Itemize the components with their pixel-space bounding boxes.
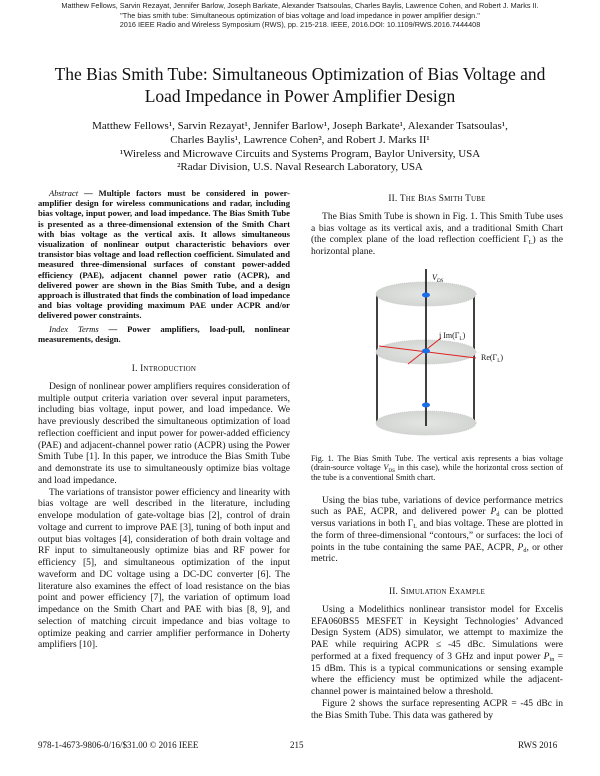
paragraph: The Bias Smith Tube is shown in Fig. 1. This Smith Tube uses a bias voltage as its vertical axis, and a traditional Smith Chart (the complex plane of the load reflection coefficient $\Gamma_L$) as the horizontal plane.	[311, 210, 563, 257]
citation-line: 2016 IEEE Radio and Wireless Symposium (RWS), pp. 215-218. IEEE, 2016.DOI: 10.1109/RWS.2016.7444408	[119, 20, 481, 30]
paragraph: Using the bias tube, variations of device performance metrics such as PAE, ACPR, and delivered power $P_d$ can be plotted versus variations in both $\Gamma_L$ and bias voltage. These are plotted in the form of three-dimensional “contours,” or surfaces: the loci of points in the tube containing the same PAE, ACPR, $P_d$, or other metric.	[311, 494, 563, 565]
abstract-text: — Multiple factors must be considered in power-amplifier design for wireless communications and radar, including bias voltage, input power, and load impedance. The Bias Smith Tube is presented as a three-dimensional extension of the Smith Chart with bias voltage as the vertical axis. It allows simultaneous visualization of nonlinear output characteristic behaviors over transistor bias voltage and load reflection coefficient. Simulated and measured three-dimensional surfaces of constant power-added efficiency (PAE), adjacent channel power ratio (ACPR), and delivered power are shown in the Bias Smith Tube, and a design approach is illustrated that finds the combination of load impedance and bias voltage providing maximum PAE under ACPR and/or delivered power constraints.	[38, 188, 290, 321]
bias-point-top	[422, 292, 430, 297]
index-terms	[38, 324, 290, 344]
index-terms-label: Index Terms	[49, 323, 99, 334]
author-line: Matthew Fellows¹, Sarvin Rezayat¹, Jennifer Barlow¹, Joseph Barkate¹, Alexander Tsatsoulas¹,	[92, 120, 508, 132]
vds-axis-label: $V_{DS}$	[432, 272, 444, 284]
footer-conference: RWS 2016	[518, 740, 558, 750]
figure-bias-smith-tube	[311, 266, 563, 452]
paragraph: Figure 2 shows the surface representing ACPR = -45 dBc in the Bias Smith Tube. This data was gathered by	[311, 697, 563, 721]
section-heading-bias-smith-tube: II. The Bias Smith Tube	[388, 194, 486, 204]
paper-title: The Bias Smith Tube: Simultaneous Optimization of Bias Voltage and Load Impedance in Power Amplifier Design	[54, 64, 546, 106]
footer-isbn: 978-1-4673-9806-0/16/$31.00 © 2016 IEEE	[38, 740, 199, 750]
affiliation: ¹Wireless and Microwave Circuits and Systems Program, Baylor University, USA	[119, 148, 481, 160]
affiliations	[40, 148, 560, 173]
abstract-label: Abstract	[49, 188, 79, 198]
im-axis-label: j $Im(\Gamma_L)$	[439, 330, 466, 342]
citation-line: "The bias smith tube: Simultaneous optimization of bias voltage and load impedance in power amplifier design."	[120, 10, 480, 20]
bias-point-middle	[422, 348, 430, 353]
bias-point-bottom	[422, 402, 430, 407]
paragraph: The variations of transistor power efficiency and linearity with bias voltage are well described in the literature, including envelope modulation of gate-voltage bias [2], control of drain voltage and current to improve PAE [3], tuning of both input and output bias voltages [4], consideration of both drain voltage and RF input to simultaneously optimize bias and RF power for efficiency [5], and simultaneous optimization of the input waveform and DC voltage using a DC-DC converter [6]. The literature also examines the effect of load resistance on the bias point and power efficiency [7], the variation of optimum load impedance on the Smith Chart and PAE with bias [8, 9], and selection of matching circuit impedance and bias voltage to optimize peaking and carrier amplifier performance in Doherty amplifiers [10].	[38, 486, 290, 651]
paragraph: Design of nonlinear power amplifiers requires consideration of multiple output criteria variation over several input parameters, including bias voltage, input power, and load impedance. We have previously described the simultaneous optimization of load reflection coefficient and input power for power-added efficiency (PAE) and adjacent-channel power ratio (ACPR) using the Power Smith Tube [1]. In this paper, we introduce the Bias Smith Tube and demonstrate its use to simultaneously optimize bias voltage and load impedance.	[38, 380, 290, 486]
left-column	[38, 188, 290, 651]
author-list	[40, 120, 560, 147]
right-column	[311, 194, 563, 721]
section-heading-simulation-example: II. Simulation Example	[388, 587, 486, 598]
bias-smith-tube-diagram	[311, 266, 563, 452]
footer-page-number: 215	[290, 740, 304, 750]
re-axis-label: $Re(\Gamma_L)$	[481, 352, 504, 364]
figure-caption: Fig. 1. The Bias Smith Tube. The vertical axis represents a bias voltage (drain-source voltage $V_{DS}$ in this case), while the horizontal cross section of the tube is a conventional Smith chart.	[311, 453, 563, 482]
author-line: Charles Baylis¹, Lawrence Cohen², and Robert J. Marks II¹	[170, 133, 430, 146]
abstract	[38, 188, 290, 321]
index-terms-text: — Power amplifiers, load-pull, nonlinear measurements, design.	[38, 323, 290, 344]
paragraph: Using a Modelithics nonlinear transistor model for Excelis EFA060BS5 MESFET in Keysight Technologies’ Advanced Design System (ADS) simulator, we attempt to maximize the PAE while requiring ACPR ≤ -45 dBc. Simulations were performed at a fixed frequency of 3 GHz and input power $P_{in} = 15$ dBm. This is a typical communications or sensing example where the efficiency must be optimized while the adjacent-channel power is maintained below a threshold.	[311, 603, 563, 698]
section-heading-introduction: I. Introduction	[131, 364, 197, 375]
affiliation: ²Radar Division, U.S. Naval Research Laboratory, USA	[177, 160, 423, 173]
citation-header	[0, 1, 600, 30]
citation-line: Matthew Fellows, Sarvin Rezayat, Jennifer Barlow, Joseph Barkate, Alexander Tsatsoulas, Charles Baylis, Lawrence Cohen, and Robert J. Marks II.	[61, 1, 539, 10]
